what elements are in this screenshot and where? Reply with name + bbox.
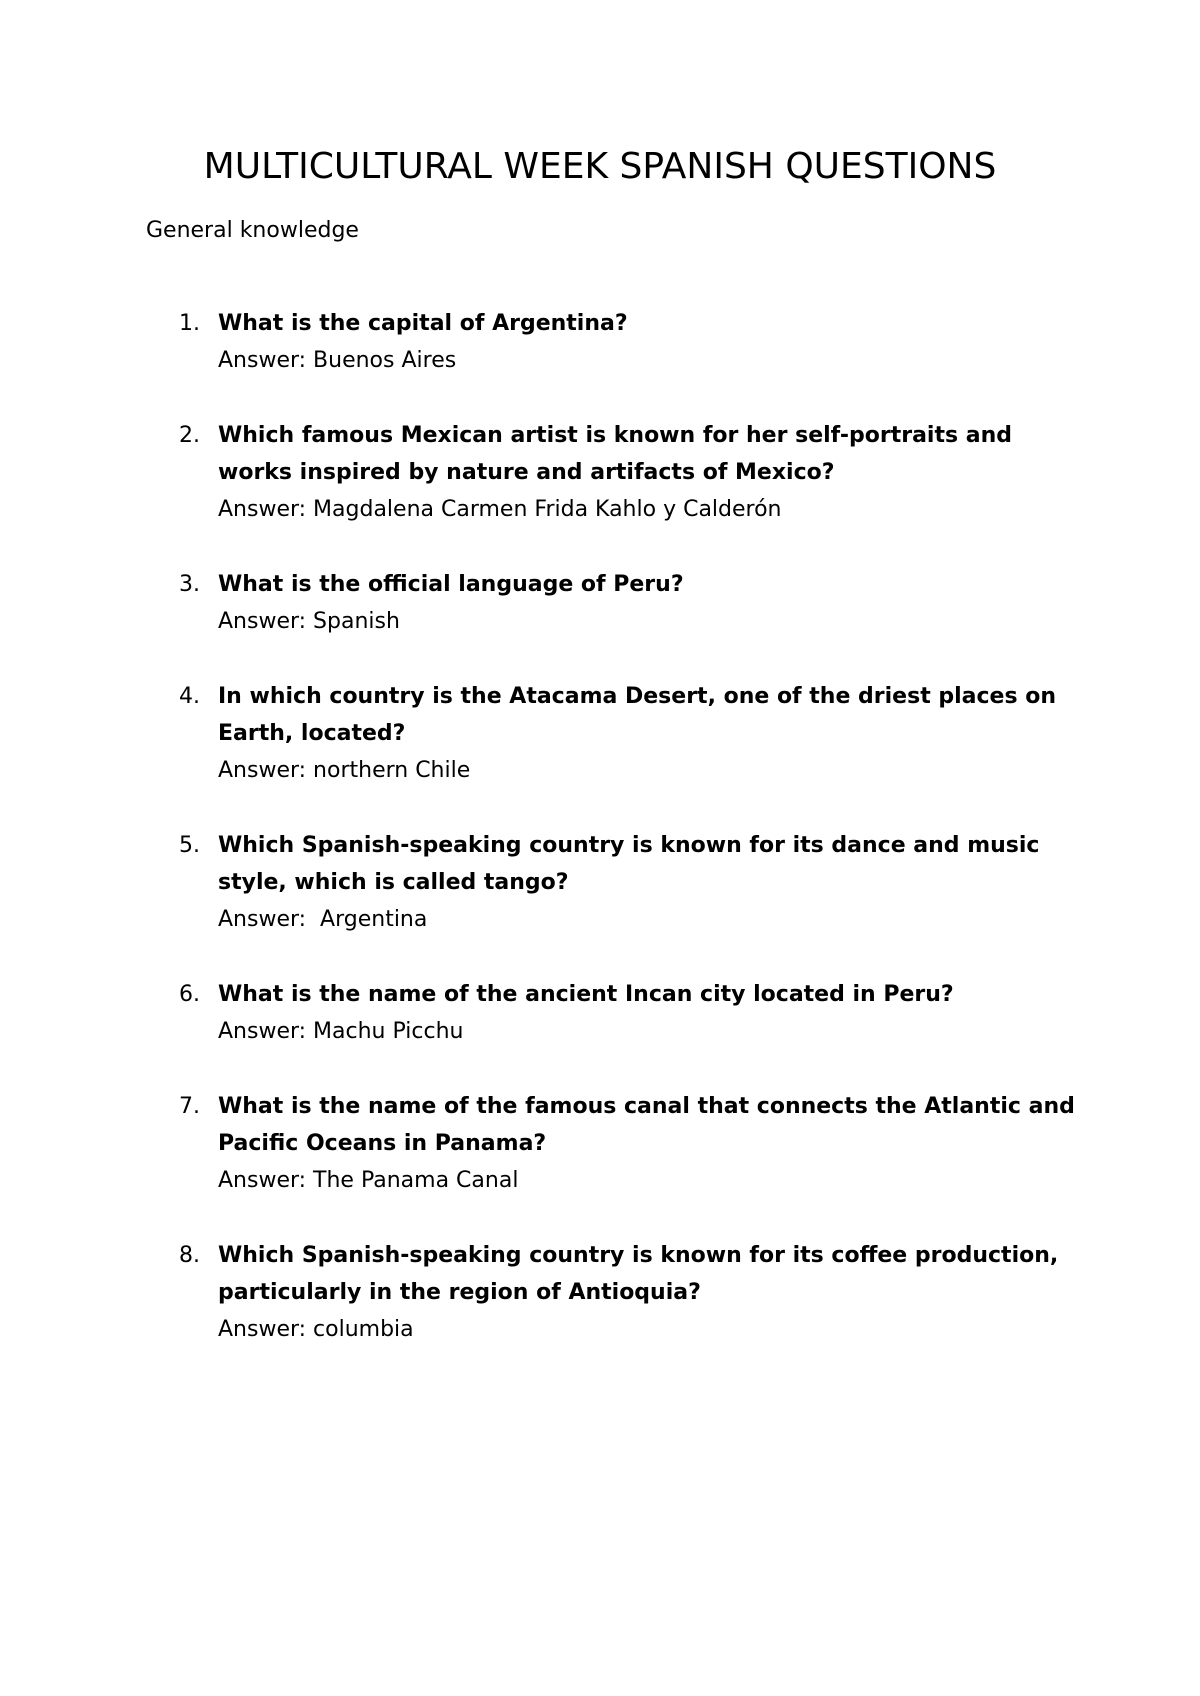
answer-text: Answer: Magdalena Carmen Frida Kahlo y Calderón bbox=[218, 497, 782, 522]
question-text: What is the name of the ancient Incan city located in Peru? bbox=[218, 982, 954, 1007]
answer-text: Answer: The Panama Canal bbox=[218, 1168, 519, 1193]
answer-text: Answer: Spanish bbox=[218, 609, 400, 634]
question-number: 3. bbox=[179, 572, 200, 597]
question-text: Which Spanish-speaking country is known for its coffee production, particularly in the region of Antioquia? bbox=[218, 1243, 1059, 1305]
question-number: 4. bbox=[179, 684, 200, 709]
question-text: Which Spanish-speaking country is known for its dance and music style, which is called tango? bbox=[218, 833, 1040, 895]
document-subtitle: General knowledge bbox=[146, 218, 359, 243]
question-number: 7. bbox=[179, 1094, 200, 1119]
question-text: Which famous Mexican artist is known for her self-portraits and works inspired by nature and artifacts of Mexico? bbox=[218, 423, 1012, 485]
question-text: What is the name of the famous canal that connects the Atlantic and Pacific Oceans in Panama? bbox=[218, 1094, 1075, 1156]
answer-text: Answer: columbia bbox=[218, 1317, 414, 1342]
answer-text: Answer: Machu Picchu bbox=[218, 1019, 464, 1044]
question-text: What is the official language of Peru? bbox=[218, 572, 684, 597]
answer-text: Answer: northern Chile bbox=[218, 758, 471, 783]
question-text: What is the capital of Argentina? bbox=[218, 311, 628, 336]
question-number: 8. bbox=[179, 1243, 200, 1268]
question-number: 1. bbox=[179, 311, 200, 336]
question-number: 6. bbox=[179, 982, 200, 1007]
question-number: 2. bbox=[179, 423, 200, 448]
question-number: 5. bbox=[179, 833, 200, 858]
answer-text: Answer: Buenos Aires bbox=[218, 348, 457, 373]
question-text: In which country is the Atacama Desert, one of the driest places on Earth, located? bbox=[218, 684, 1056, 746]
answer-text: Answer: Argentina bbox=[218, 907, 428, 932]
document-title: MULTICULTURAL WEEK SPANISH QUESTIONS bbox=[203, 146, 997, 187]
